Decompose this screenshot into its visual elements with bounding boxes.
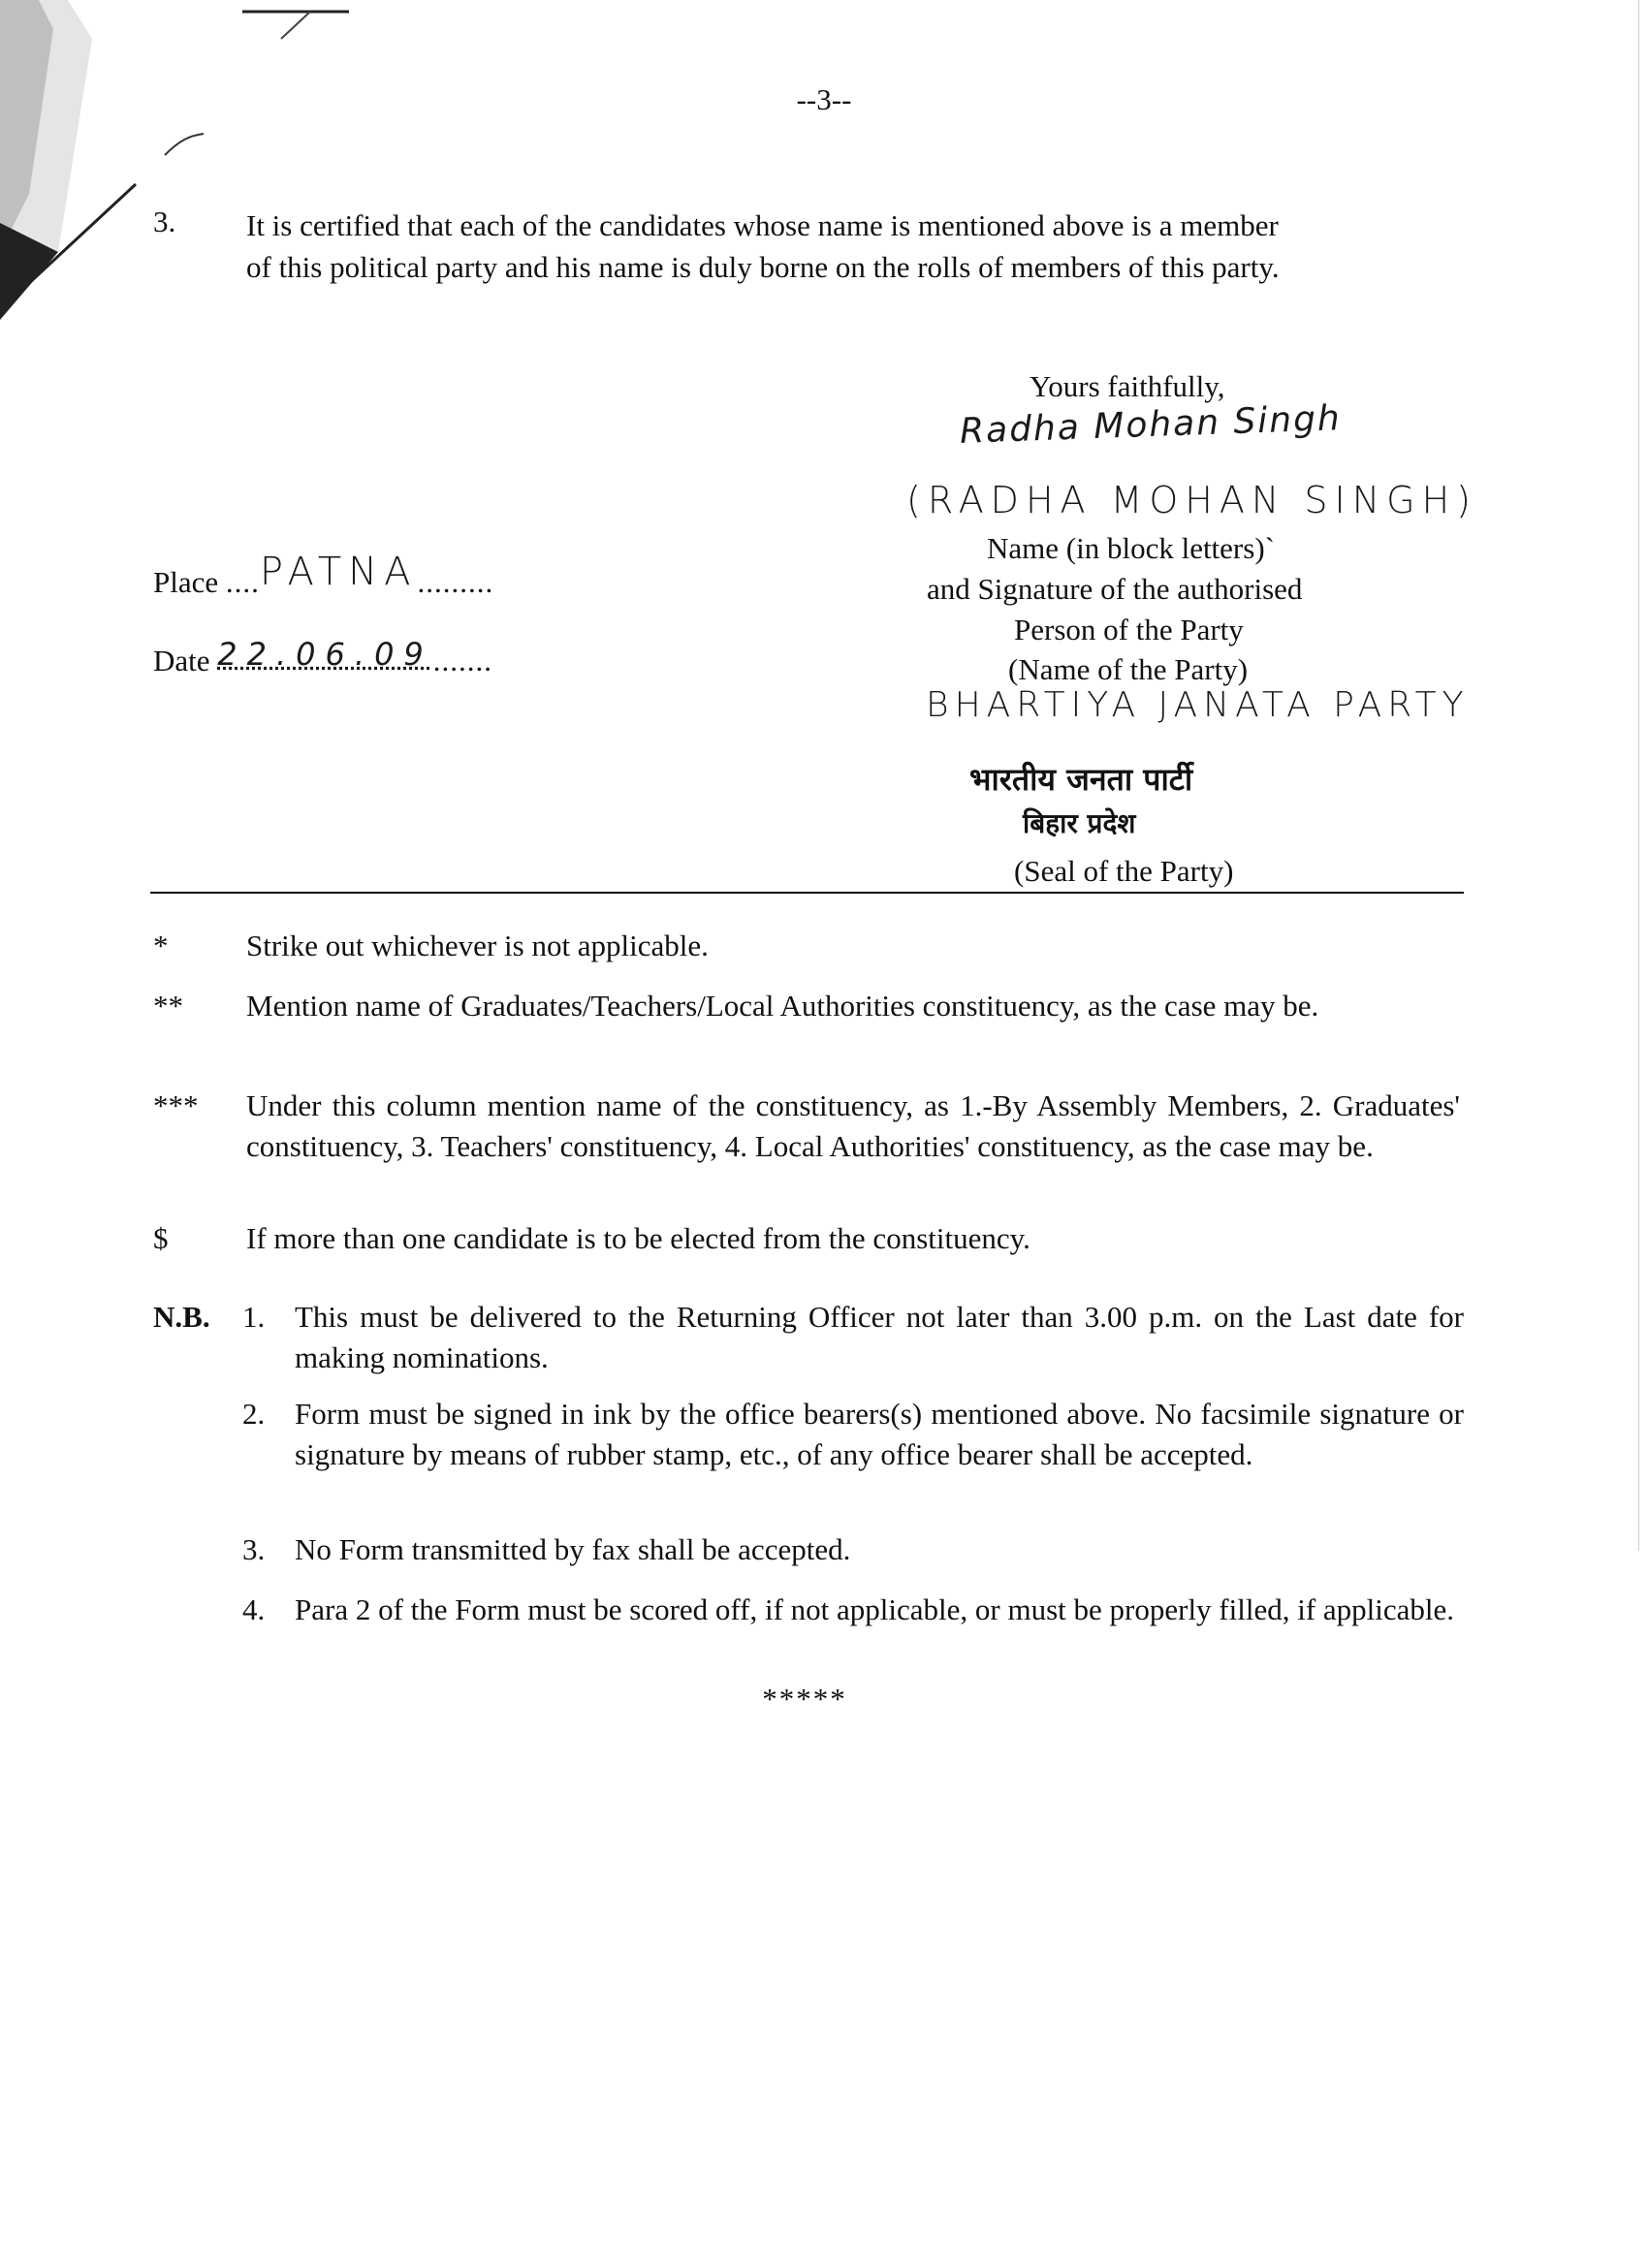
- footnote-text: Mention name of Graduates/Teachers/Local Authorities constituency, as the case may be.: [246, 989, 1319, 1023]
- place-dots: ....: [225, 565, 260, 599]
- scan-edge-line: [1638, 0, 1639, 1551]
- date-field: [153, 636, 493, 681]
- footnote-item: [153, 986, 1462, 1071]
- footnote-item: [153, 1218, 1462, 1261]
- party-seal-line-1: भारतीय जनता पार्टी: [969, 761, 1193, 798]
- party-name-handwritten: BHARTIYA JANATA PARTY: [926, 685, 1470, 725]
- party-seal-line-2: बिहार प्रदेश: [1023, 807, 1136, 839]
- footnote-mark: **: [153, 989, 183, 1023]
- footnote-item: [153, 1086, 1462, 1212]
- nb-number: 2.: [242, 1397, 266, 1431]
- seal-label: (Seal of the Party): [1014, 854, 1234, 888]
- nb-text: Form must be signed in ink by the office bearers(s) mentioned above. No facsimile signature or signature by means of rubber stamp, etc., of any office bearer shall be accepted.: [295, 1397, 1464, 1471]
- footnote-mark: ***: [153, 1088, 199, 1122]
- section-divider: [150, 892, 1464, 894]
- party-name-label: (Name of the Party): [1008, 652, 1249, 686]
- nb-item: [242, 1394, 1464, 1520]
- person-label: Person of the Party: [1014, 613, 1244, 646]
- footnote-text: Strike out whichever is not applicable.: [246, 929, 709, 962]
- nb-number: 4.: [242, 1592, 266, 1626]
- place-dots: .........: [417, 565, 494, 599]
- certification-line-1: It is certified that each of the candidates whose name is mentioned above is a member: [246, 208, 1279, 242]
- footnote-item: [153, 926, 1462, 968]
- nb-item: [242, 1590, 1464, 1675]
- page-number: --3--: [796, 82, 852, 116]
- footnote-mark: *: [153, 929, 169, 962]
- nb-number: 3.: [242, 1532, 266, 1566]
- date-label: Date: [153, 644, 210, 677]
- footnote-mark: $: [153, 1221, 169, 1255]
- nb-item: [242, 1297, 1464, 1382]
- paragraph-number: 3.: [153, 205, 176, 238]
- date-value: 22.06.09: [217, 636, 433, 673]
- nb-number: 1.: [242, 1300, 266, 1334]
- name-label: Name (in block letters)`: [987, 531, 1275, 565]
- date-dots: .......: [432, 644, 493, 677]
- nb-text: No Form transmitted by fax shall be accepted.: [295, 1532, 851, 1566]
- nb-text: This must be delivered to the Returning Officer not later than 3.00 p.m. on the Last date for making nominations.: [295, 1300, 1464, 1374]
- end-mark: *****: [762, 1682, 847, 1716]
- closing-salutation: Yours faithfully,: [1030, 369, 1225, 403]
- footnote-text: If more than one candidate is to be elected from the constituency.: [246, 1221, 1030, 1255]
- signature-label: and Signature of the authorised: [927, 572, 1303, 606]
- handwritten-signature: Radha Mohan Singh: [959, 398, 1343, 452]
- nb-text: Para 2 of the Form must be scored off, if not applicable, or must be properly filled, if applicable.: [295, 1592, 1455, 1626]
- nb-label: N.B.: [153, 1300, 210, 1334]
- scan-corner-artifact: [0, 0, 368, 349]
- nb-item: [242, 1529, 1464, 1572]
- place-field: [153, 550, 494, 603]
- footnote-text: Under this column mention name of the constituency, as 1.-By Assembly Members, 2. Graduates' constituency, 3. Teachers' constituency, 4. Local Authorities' constituency, as the case may be.: [246, 1088, 1460, 1163]
- place-value: PATNA: [259, 550, 418, 594]
- place-label: Place: [153, 565, 219, 599]
- name-in-block-letters: (RADHA MOHAN SINGH): [906, 479, 1477, 521]
- certification-line-2: of this political party and his name is duly borne on the rolls of members of this party.: [246, 250, 1280, 284]
